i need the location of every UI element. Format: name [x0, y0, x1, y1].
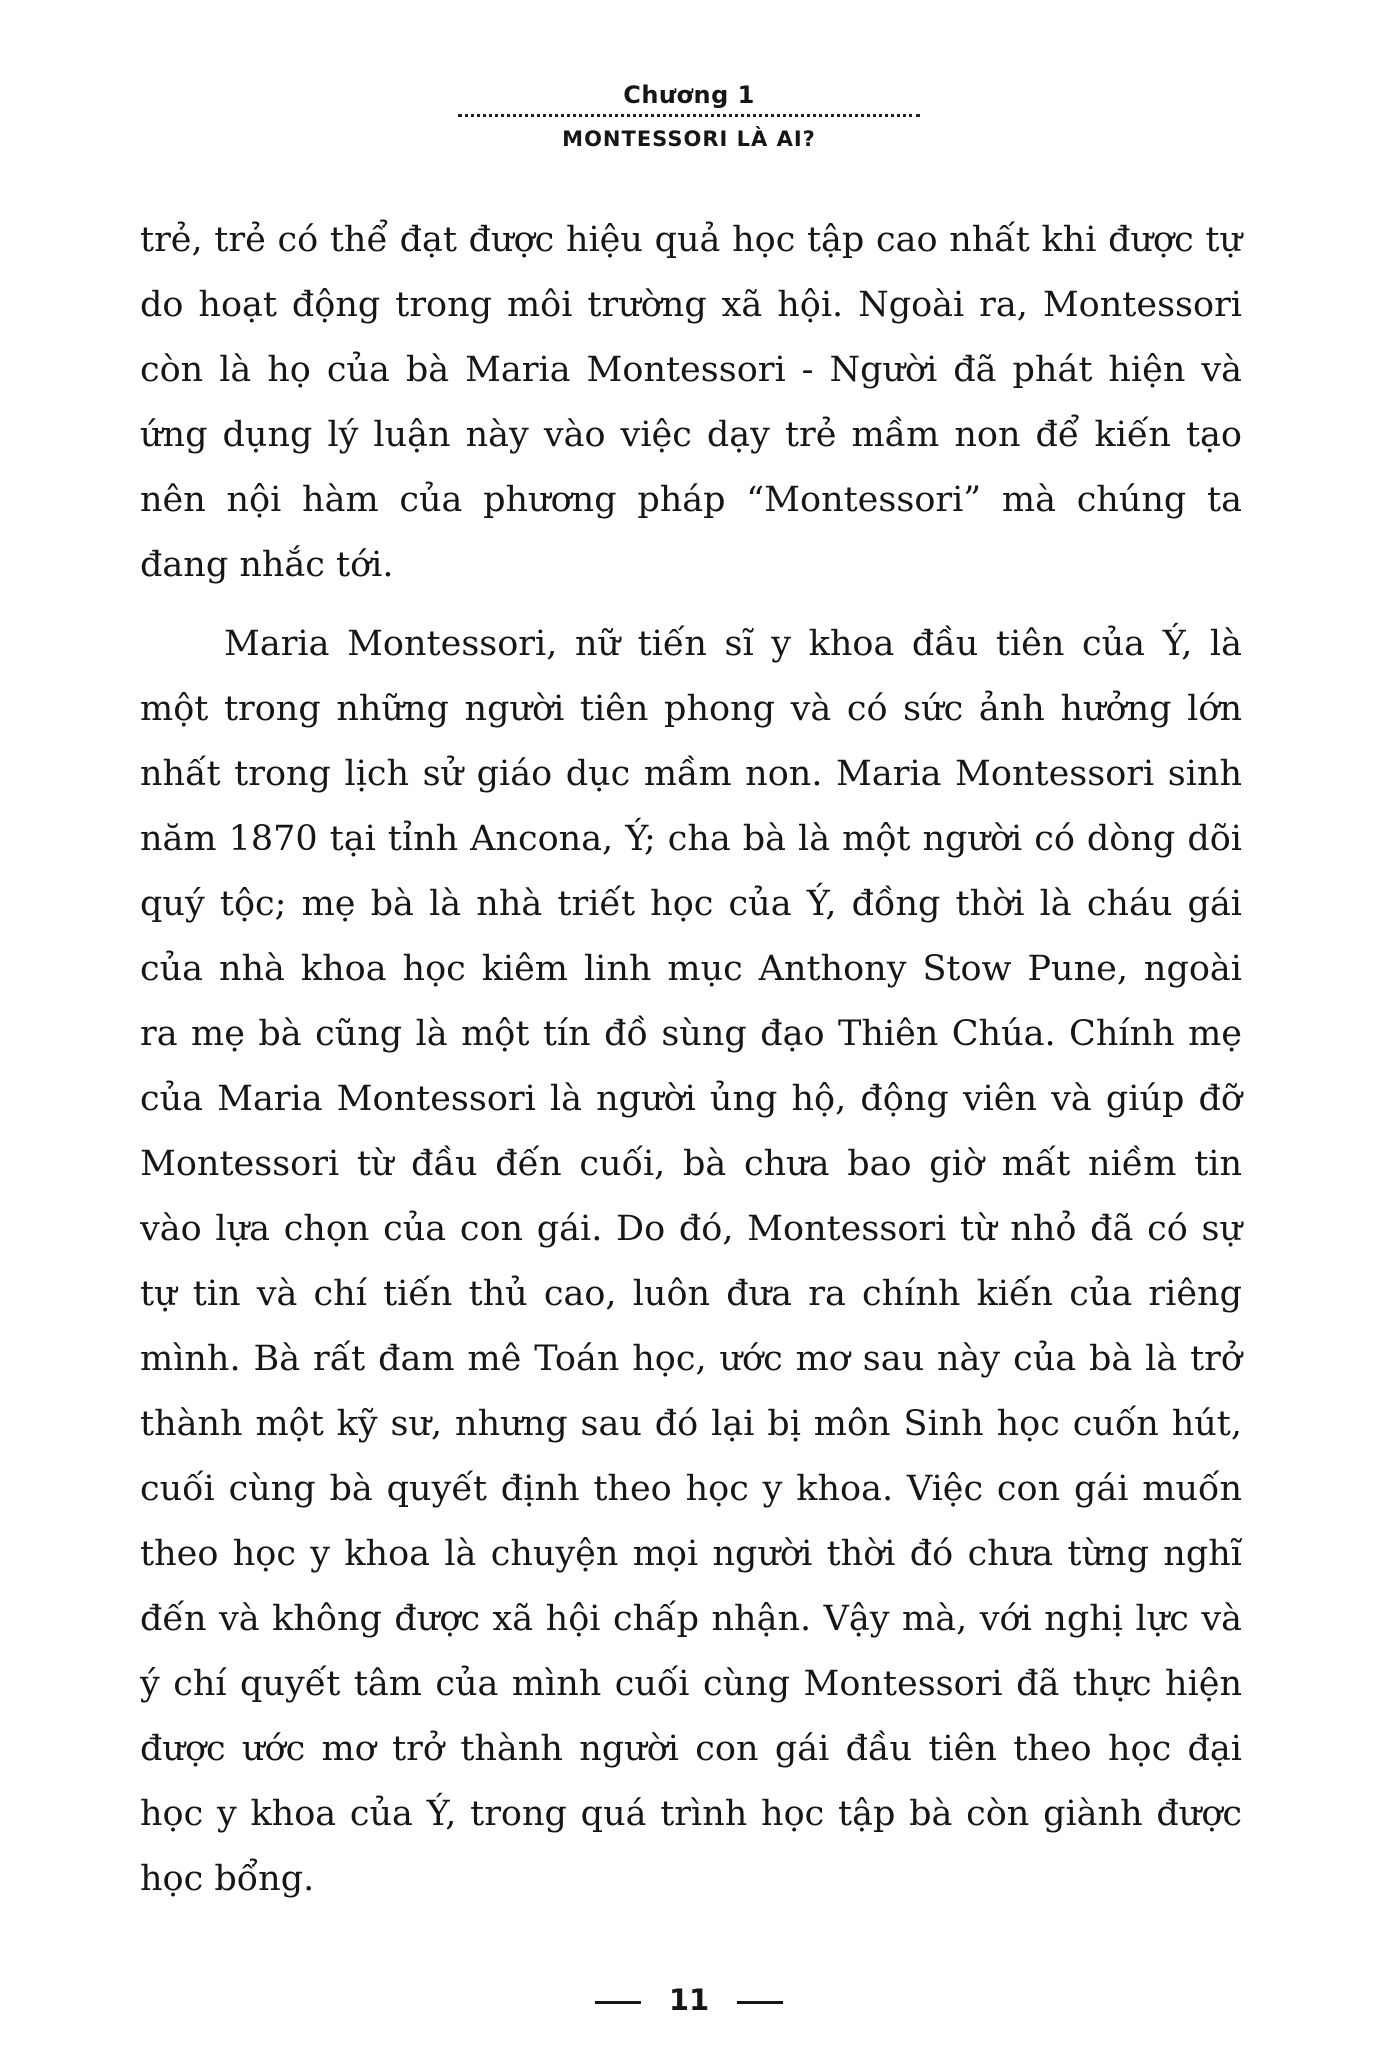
paragraph-maria-montessori: Maria Montessori, nữ tiến sĩ y khoa đầu tiên của Ý, là một trong những người tiên phong và có sức ảnh hưởng lớn nhất trong lịch sử giáo dục mầm non. Maria Montessori sinh năm 1870 tại tỉnh Ancona, Ý; cha bà là một người có dòng dõi quý tộc; mẹ bà là nhà triết học của Ý, đồng thời là cháu gái của nhà khoa học kiêm linh mục Anthony Stow Pune, ngoài ra mẹ bà cũng là một tín đồ sùng đạo Thiên Chúa. Chính mẹ của Maria Montessori là người ủng hộ, động viên và giúp đỡ Montessori từ đầu đến cuối, bà chưa bao giờ mất niềm tin vào lựa chọn của con gái. Do đó, Montessori từ nhỏ đã có sự tự tin và chí tiến thủ cao, luôn đưa ra chính kiến của riêng mình. Bà rất đam mê Toán học, ước mơ sau này của bà là trở thành một kỹ sư, nhưng sau đó lại bị môn Sinh học cuốn hút, cuối cùng bà quyết định theo học y khoa. Việc con gái muốn theo học y khoa là chuyện mọi người thời đó chưa từng nghĩ đến và không được xã hội chấp nhận. Vậy mà, với nghị lực và ý chí quyết tâm của mình cuối cùng Montessori đã thực hiện được ước mơ trở thành người con gái đầu tiên theo học đại học y khoa của Ý, trong quá trình học tập bà còn giành được học bổng.: [140, 624, 1242, 1899]
chapter-label: Chương 1: [623, 81, 755, 109]
running-header: [0, 80, 1378, 153]
footer-dash-right: [737, 2001, 783, 2004]
page-number: 11: [668, 1983, 710, 2017]
chapter-title: MONTESSORI LÀ AI?: [562, 127, 816, 151]
page-footer: [0, 1980, 1378, 2020]
body-text: [140, 208, 1242, 1912]
footer-dash-left: [595, 2001, 641, 2004]
paragraph-continued: trẻ, trẻ có thể đạt được hiệu quả học tập cao nhất khi được tự do hoạt động trong môi trường xã hội. Ngoài ra, Montessori còn là họ của bà Maria Montessori - Người đã phát hiện và ứng dụng lý luận này vào việc dạy trẻ mầm non để kiến tạo nên nội hàm của phương pháp “Montessori” mà chúng ta đang nhắc tới.: [140, 220, 1242, 585]
header-dotted-rule: [458, 114, 920, 117]
